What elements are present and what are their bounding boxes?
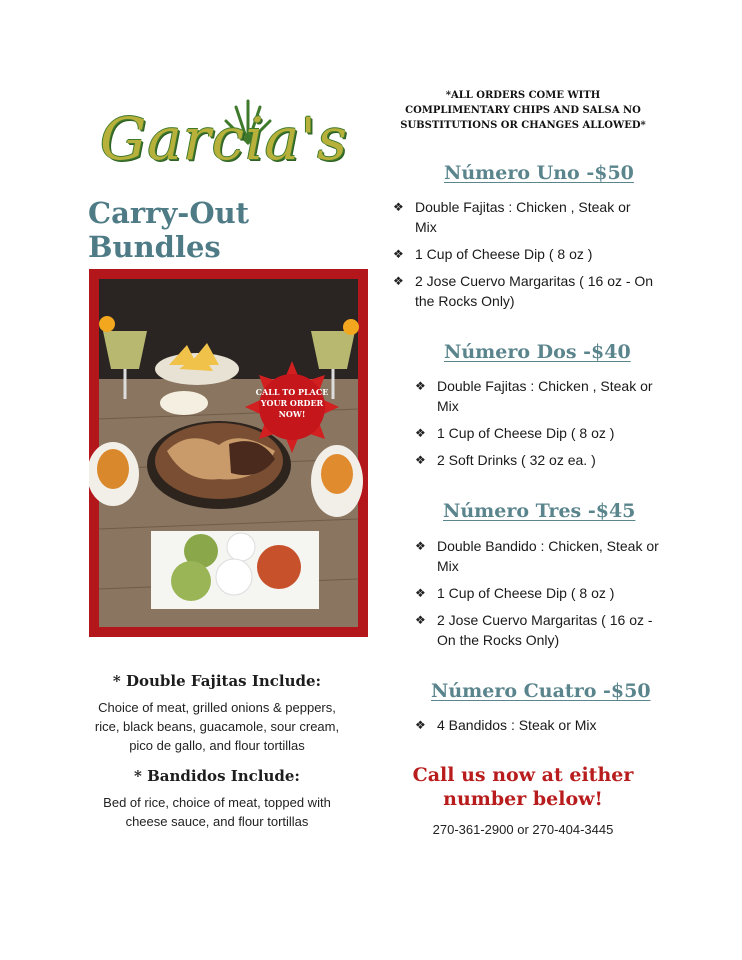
food-photo: [89, 269, 368, 637]
diamond-bullet-icon: ❖: [415, 426, 426, 440]
bundle-dos-items: [415, 376, 660, 477]
bundle-cuatro-items: [415, 715, 660, 742]
sign-text: CALL TO PLACE YOUR ORDER NOW!: [255, 387, 329, 419]
list-item: ❖ 4 Bandidos : Steak or Mix: [415, 717, 597, 733]
bundle-uno-items: [393, 197, 655, 318]
bundle-dos-title: Número Dos -$40: [444, 341, 631, 363]
diamond-bullet-icon: ❖: [393, 200, 404, 214]
diamond-bullet-icon: ❖: [415, 539, 426, 553]
list-item: ❖ 2 Jose Cuervo Margaritas ( 16 oz - On the Rocks Only): [415, 612, 653, 648]
fajitas-includes-title: * Double Fajitas Include:: [112, 672, 322, 690]
list-item: ❖ 2 Soft Drinks ( 32 oz ea. ): [415, 452, 596, 468]
diamond-bullet-icon: ❖: [415, 718, 426, 732]
bundle-uno-title: Número Uno -$50: [444, 162, 634, 184]
fajitas-includes: [90, 672, 344, 755]
list-item: ❖ Double Fajitas : Chicken , Steak or Mix: [393, 199, 631, 235]
diamond-bullet-icon: ❖: [415, 453, 426, 467]
list-item: ❖ 1 Cup of Cheese Dip ( 8 oz ): [393, 246, 593, 262]
bandidos-includes-title: * Bandidos Include:: [134, 767, 300, 785]
list-item: ❖ 1 Cup of Cheese Dip ( 8 oz ): [415, 425, 615, 441]
call-to-action: Call us now at either number below!: [412, 764, 634, 810]
diamond-bullet-icon: ❖: [393, 274, 404, 288]
page-title: Carry-Out Bundles: [88, 196, 250, 264]
list-item: ❖ 1 Cup of Cheese Dip ( 8 oz ): [415, 585, 615, 601]
bundle-tres-items: [415, 536, 660, 657]
list-item: ❖ Double Fajitas : Chicken , Steak or Mix: [415, 378, 653, 414]
bandidos-includes-body: Bed of rice, choice of meat, topped with cheese sauce, and flour tortillas: [103, 795, 331, 829]
garcias-logo: [100, 95, 348, 190]
orders-notice: *ALL ORDERS COME WITH COMPLIMENTARY CHIPS AND SALSA NO SUBSTITUTIONS OR CHANGES ALLOWED*: [400, 90, 646, 131]
logo-wordmark: Garcia's: [100, 105, 348, 173]
phone-numbers[interactable]: 270-361-2900 or 270-404-3445: [432, 822, 614, 837]
bandidos-includes: [90, 767, 344, 831]
bundle-tres-title: Número Tres -$45: [443, 500, 636, 522]
diamond-bullet-icon: ❖: [393, 247, 404, 261]
diamond-bullet-icon: ❖: [415, 586, 426, 600]
bundle-cuatro-title: Número Cuatro -$50: [431, 680, 651, 702]
diamond-bullet-icon: ❖: [415, 379, 426, 393]
diamond-bullet-icon: ❖: [415, 613, 426, 627]
fajitas-includes-body: Choice of meat, grilled onions & peppers, rice, black beans, guacamole, sour cream, pico de gallo, and flour tortillas: [94, 700, 340, 753]
list-item: ❖ Double Bandido : Chicken, Steak or Mix: [415, 538, 659, 574]
list-item: ❖ 2 Jose Cuervo Margaritas ( 16 oz - On the Rocks Only): [393, 273, 654, 309]
